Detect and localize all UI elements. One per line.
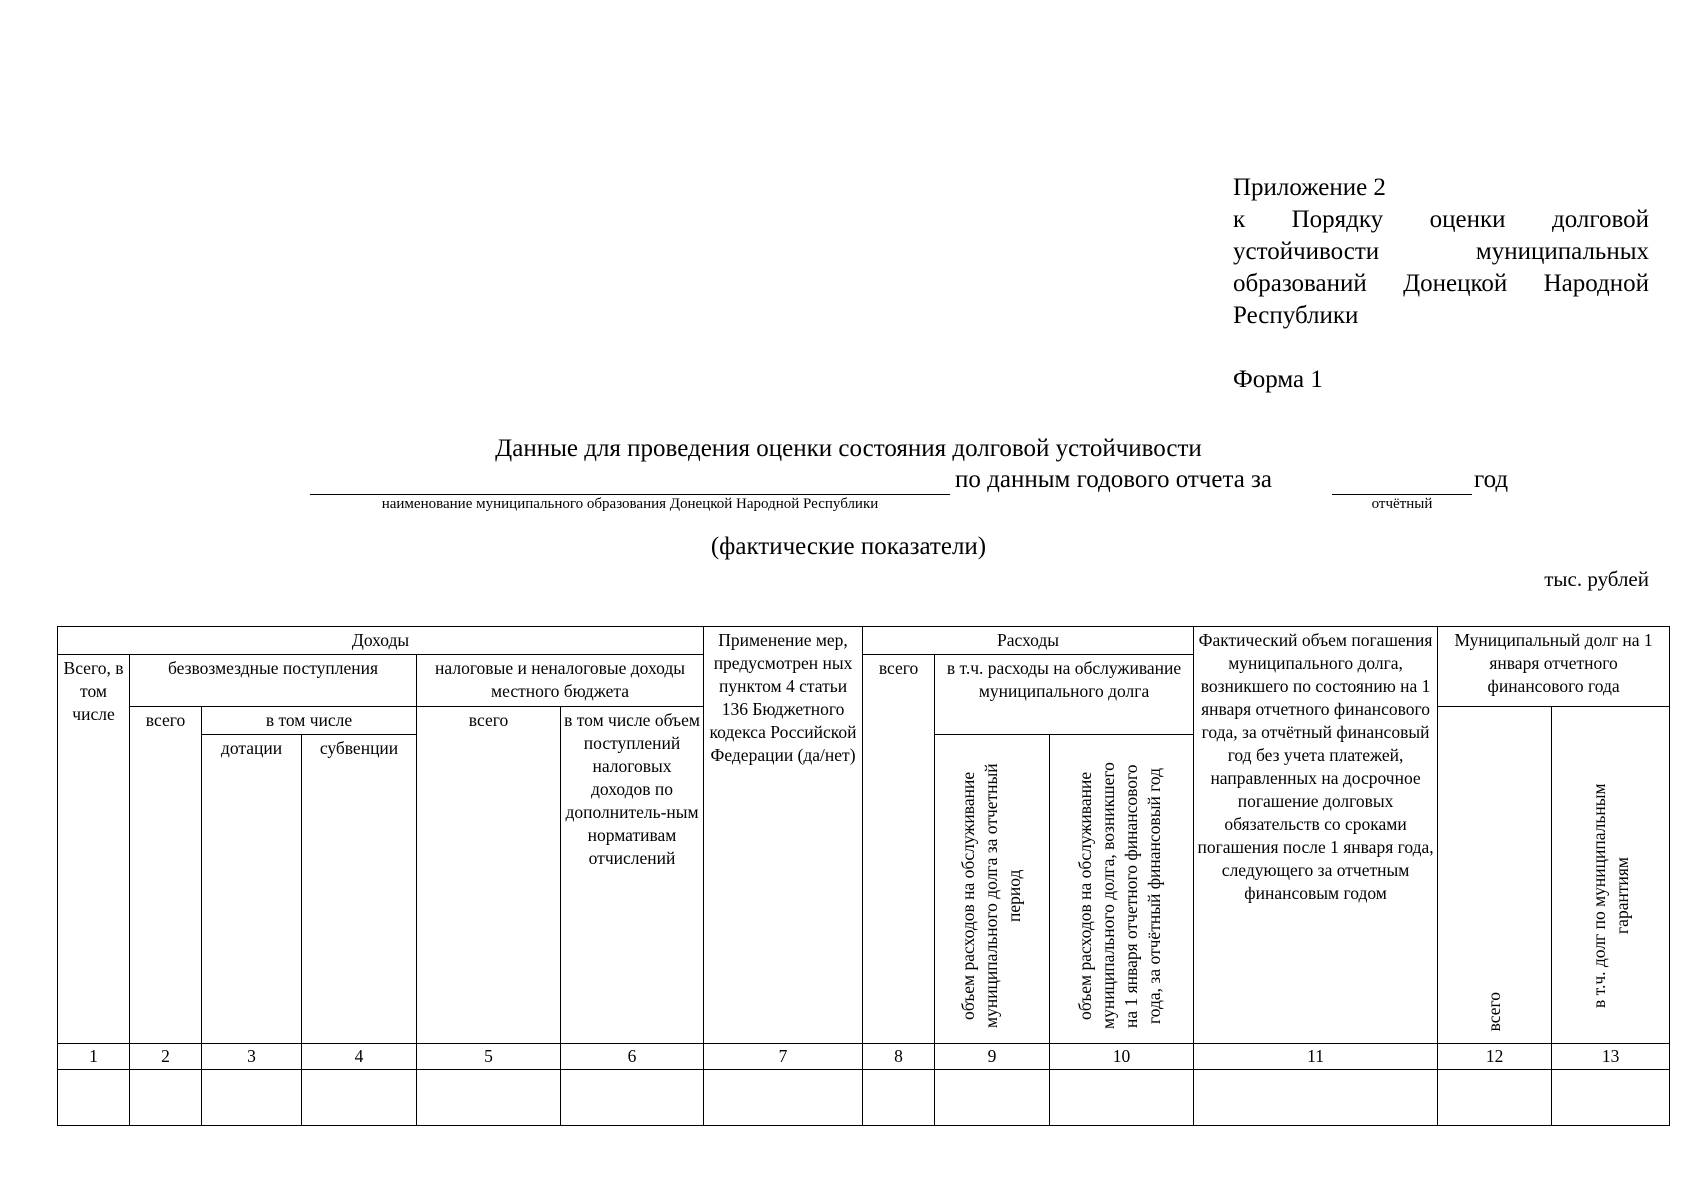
- header-service-vol1-text: объем расходов на обслуживание муниципального долга за отчетный период: [958, 763, 1025, 1029]
- header-expenses-total: всего: [863, 655, 935, 1044]
- header-income: Доходы: [58, 627, 704, 655]
- header-tax-total: всего: [417, 707, 561, 1044]
- annex-line-4: образований Донецкой Народной: [1233, 270, 1649, 297]
- header-gratuitous-total: всего: [130, 707, 202, 1044]
- debt-data-table: [57, 626, 1670, 1126]
- header-repayment: Фактический объем погашения муниципального долга, возникшего по состоянию на 1 января отчетного финансового года, за отчётный финансовый год без учета платежей, направленных на досрочное погашение долговых обязательств со сроками погашения после 1 января года, следующего за отчетным финансовым годом: [1194, 627, 1438, 1044]
- municipality-name-caption: наименование муниципального образования Донецкой Народной Республики: [381, 496, 879, 512]
- annual-report-text: по данным годового отчета за: [955, 466, 1273, 493]
- header-expenses: Расходы: [863, 627, 1194, 655]
- data-cell[interactable]: [202, 1070, 302, 1126]
- header-total-incl: Всего, в том числе: [58, 655, 130, 1044]
- column-number: 2: [130, 1044, 202, 1070]
- data-cell[interactable]: [58, 1070, 130, 1126]
- column-numbers-row: [58, 1044, 1670, 1070]
- column-number: 1: [58, 1044, 130, 1070]
- annex-line-2: к Порядку оценки долговой: [1233, 206, 1649, 233]
- year-word: год: [1474, 466, 1509, 493]
- header-mun-debt: Муниципальный долг на 1 января отчетного финансового года: [1438, 627, 1670, 707]
- form-number: Форма 1: [1233, 366, 1323, 393]
- header-measures: Применение мер, предусмотрен ных пунктом 4 статьи 136 Бюджетного кодекса Российской Федерации (да/нет): [704, 627, 863, 1044]
- header-guarantees: [1552, 707, 1670, 1044]
- document-title: Данные для проведения оценки состояния долговой устойчивости: [495, 435, 1202, 462]
- data-cell[interactable]: [130, 1070, 202, 1126]
- column-number: 3: [202, 1044, 302, 1070]
- column-number: 4: [302, 1044, 417, 1070]
- column-number: 13: [1552, 1044, 1670, 1070]
- column-number: 9: [935, 1044, 1050, 1070]
- data-cell[interactable]: [1194, 1070, 1438, 1126]
- header-service-vol1: [935, 735, 1050, 1044]
- column-number: 7: [704, 1044, 863, 1070]
- data-cell[interactable]: [863, 1070, 935, 1126]
- data-cell[interactable]: [704, 1070, 863, 1126]
- column-number: 6: [561, 1044, 704, 1070]
- data-cell[interactable]: [561, 1070, 704, 1126]
- year-blank[interactable]: [1332, 466, 1472, 495]
- data-cell[interactable]: [417, 1070, 561, 1126]
- header-subsidies: дотации: [202, 735, 302, 1044]
- header-subventions: субвенции: [302, 735, 417, 1044]
- column-number: 11: [1194, 1044, 1438, 1070]
- annex-line-3: устойчивости муниципальных: [1233, 238, 1649, 265]
- header-gratuitous: безвозмездные поступления: [130, 655, 417, 707]
- data-row: [58, 1070, 1670, 1126]
- header-guarantees-text: в т.ч. долг по муниципальным гарантиям: [1588, 783, 1632, 1009]
- data-cell[interactable]: [302, 1070, 417, 1126]
- data-cell[interactable]: [1552, 1070, 1670, 1126]
- units-label: тыс. рублей: [1544, 567, 1649, 591]
- header-gratuitous-incl: в том числе: [202, 707, 417, 735]
- column-number: 8: [863, 1044, 935, 1070]
- annex-number: Приложение 2: [1233, 174, 1386, 201]
- header-debt-total-text: всего: [1484, 991, 1505, 1031]
- data-cell[interactable]: [1438, 1070, 1552, 1126]
- annex-line-5: Республики: [1233, 302, 1359, 329]
- header-service-vol2: [1050, 735, 1194, 1044]
- column-number: 5: [417, 1044, 561, 1070]
- header-tax-nontax: налоговые и неналоговые доходы местного бюджета: [417, 655, 704, 707]
- header-service-exp: в т.ч. расходы на обслуживание муниципального долга: [935, 655, 1194, 735]
- data-cell[interactable]: [935, 1070, 1050, 1126]
- column-number: 10: [1050, 1044, 1194, 1070]
- header-incl-volume: в том числе объем поступлений налоговых доходов по дополнитель-ным нормативам отчислений: [561, 707, 704, 1044]
- annex-block: [1233, 172, 1649, 396]
- data-cell[interactable]: [1050, 1070, 1194, 1126]
- municipality-name-blank[interactable]: [310, 466, 950, 495]
- column-number: 12: [1438, 1044, 1552, 1070]
- subtitle: (фактические показатели): [710, 533, 987, 560]
- header-service-vol2-text: объем расходов на обслуживание муниципального долга, возникшего на 1 января отчетного финансового года, за отчётный финансовый год: [1075, 762, 1165, 1030]
- header-debt-total: [1438, 707, 1552, 1044]
- title-subline: [0, 466, 1697, 516]
- year-caption: отчётный: [1371, 496, 1433, 512]
